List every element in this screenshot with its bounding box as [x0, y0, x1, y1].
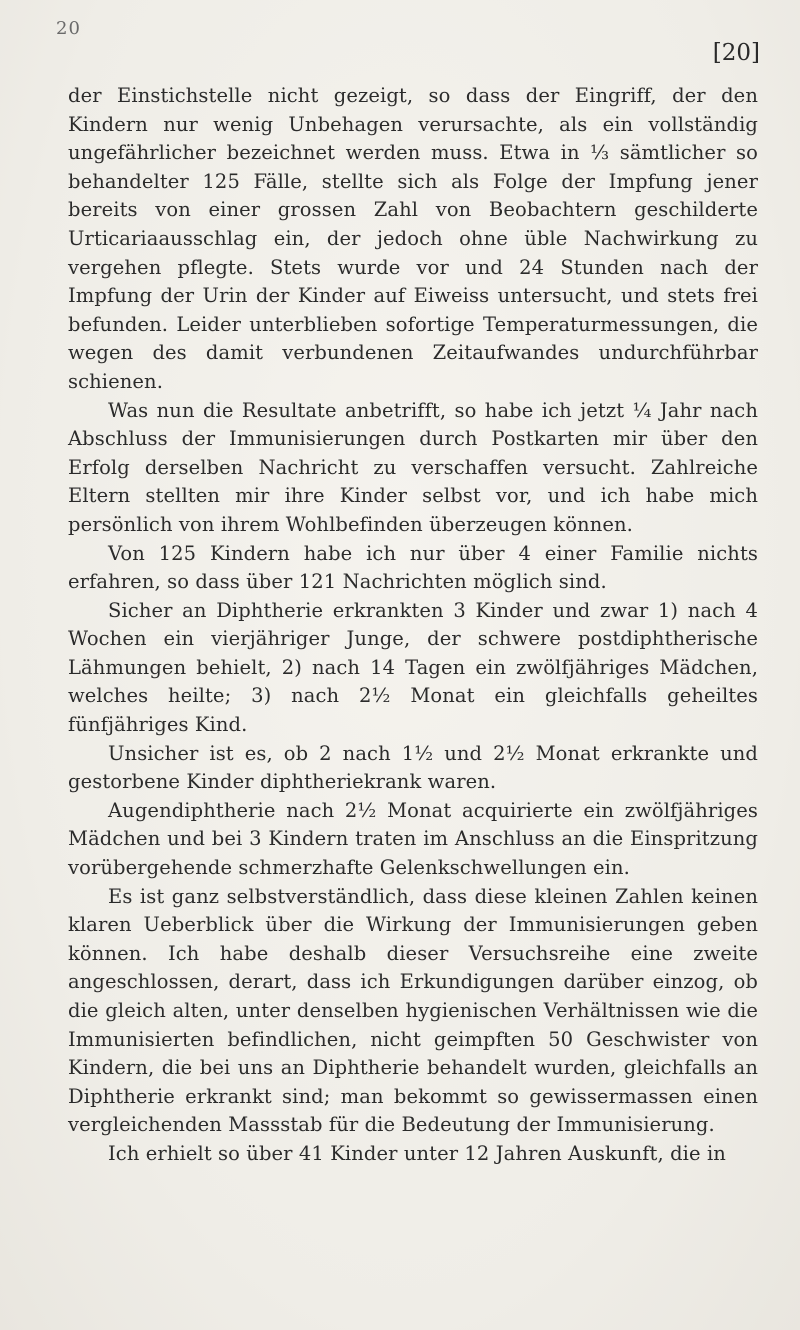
paragraph-125-children: Von 125 Kindern habe ich nur über 4 einer Familie nichts erfahren, so dass über 121 Nachrichten möglich sind.	[68, 541, 758, 594]
body-text	[68, 82, 758, 1169]
paragraph-diphtheria-cases: Sicher an Diphtherie erkrankten 3 Kinder und zwar 1) nach 4 Wochen ein vierjähriger Junge, der schwere postdiphtherische Lähmungen behielt, 2) nach 14 Tagen ein zwölfjähriges Mädchen, welches heilte; 3) nach 2½ Monat ein gleichfalls geheiltes fünfjähriges Kind.	[68, 598, 758, 737]
paragraph-continuation: der Einstichstelle nicht gezeigt, so dass der Eingriff, der den Kindern nur wenig Unbehagen verursachte, als ein vollständig ungefährlicher bezeichnet werden muss. Etwa in ⅓ sämtlicher so behandelter 125 Fälle, stellte sich als Folge der Impfung jener bereits von einer grossen Zahl von Beobachtern geschilderte Urticariaausschlag ein, der jedoch ohne üble Nachwirkung zu vergehen pflegte. Stets wurde vor und 24 Stunden nach der Impfung der Urin der Kinder auf Eiweiss untersucht, und stets frei befunden. Leider unterblieben sofortige Temperaturmessungen, die wegen des damit verbundenen Zeitaufwandes undurchführbar schienen.	[68, 84, 758, 393]
paragraph-results: Was nun die Resultate anbetrifft, so habe ich jetzt ¼ Jahr nach Abschluss der Immunisierungen durch Postkarten mir über den Erfolg derselben Nachricht zu verschaffen versucht. Zahlreiche Eltern stellten mir ihre Kinder selbst vor, und ich habe mich persönlich von ihrem Wohlbefinden überzeugen können.	[68, 398, 758, 536]
paragraph-second-series: Es ist ganz selbstverständlich, dass diese kleinen Zahlen keinen klaren Ueberblick über die Wirkung der Immunisierungen geben können. Ich habe deshalb dieser Versuchsreihe eine zweite angeschlossen, derart, dass ich Erkundigungen darüber einzog, ob die gleich alten, unter denselben hygienischen Verhältnissen wie die Immunisierten befindlichen, nicht geimpften 50 Geschwister von Kindern, die bei uns an Diphtherie behandelt wurden, gleichfalls an Diphtherie erkrankt sind; man bekommt so gewissermassen einen vergleichenden Massstab für die Bedeutung der Immunisierung.	[68, 884, 758, 1137]
paragraph-uncertain-cases: Unsicher ist es, ob 2 nach 1½ und 2½ Monat erkrankte und gestorbene Kinder diphtheriekrank waren.	[68, 741, 758, 794]
page-number: [20]	[712, 40, 760, 66]
paragraph-eye-diphtheria: Augendiphtherie nach 2½ Monat acquirierte ein zwölfjähriges Mädchen und bei 3 Kindern traten im Anschluss an die Einspritzung vorübergehende schmerzhafte Gelenkschwellungen ein.	[68, 798, 758, 880]
paragraph-41-children: Ich erhielt so über 41 Kinder unter 12 Jahren Auskunft, die in	[108, 1141, 726, 1165]
margin-page-number: 20	[56, 18, 81, 39]
